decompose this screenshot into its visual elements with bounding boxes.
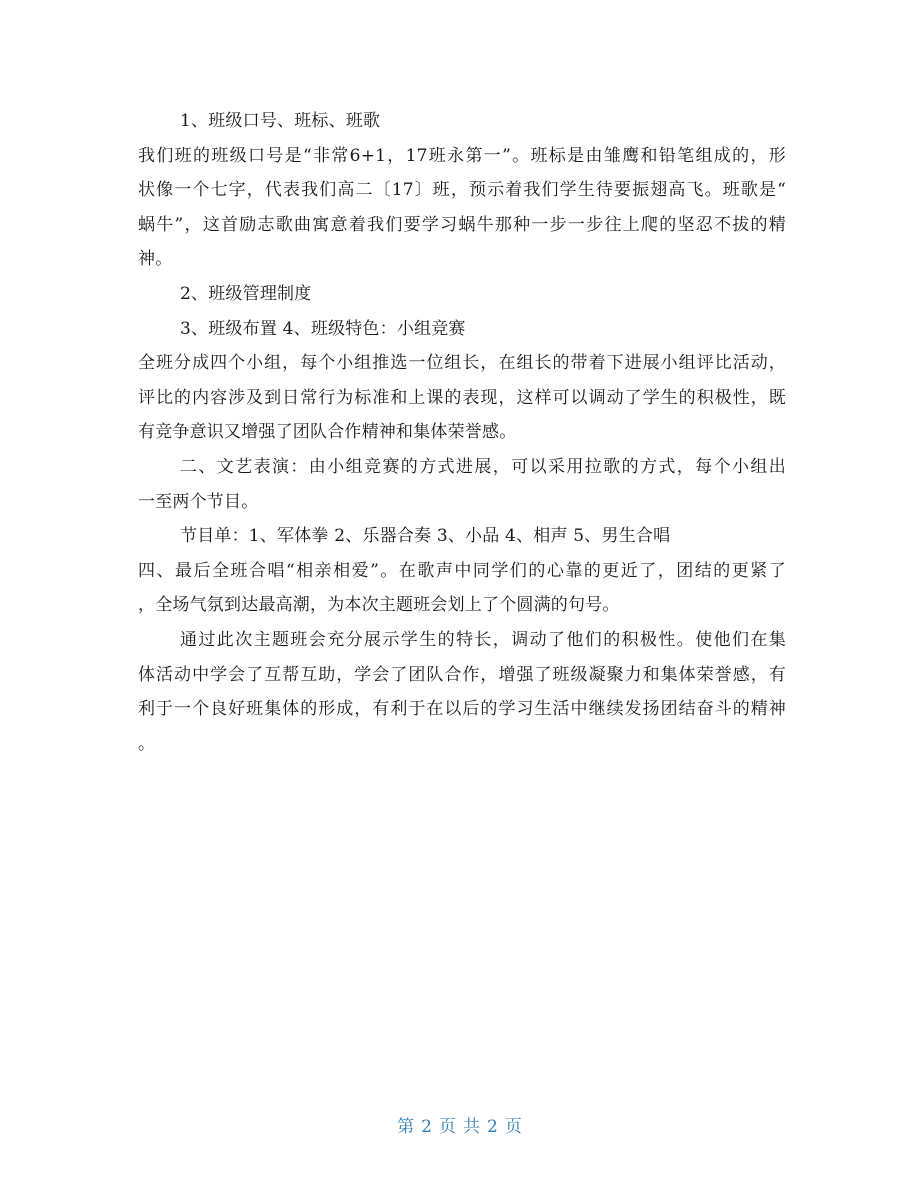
paragraph-line: 评比的内容涉及到日常行为标准和上课的表现，这样可以调动了学生的积极性，既 [138,387,786,408]
paragraph-line: 神。 [138,249,173,270]
paragraph-line: 利于一个良好班集体的形成，有利于在以后的学习生活中继续发扬团结奋斗的精神 [138,699,786,720]
footer-total-word: 共 [463,1117,481,1137]
paragraph-line: 我们班的班级口号是“非常6+1，17班永第一”。班标是由雏鹰和铅笔组成的，形 [138,145,786,166]
paragraph-line: 蜗牛”，这首励志歌曲寓意着我们要学习蜗牛那种一步一步往上爬的坚忍不拔的精 [138,214,786,235]
paragraph-line: 二、文艺表演：由小组竞赛的方式进展，可以采用拉歌的方式，每个小组出 [180,456,786,477]
paragraph-line: 四、最后全班合唱“相亲相爱”。在歌声中同学们的心靠的更近了，团结的更紧了 [138,560,786,581]
paragraph-line: 状像一个七字，代表我们高二〔17〕班，预示着我们学生待要振翅高飞。班歌是“ [138,180,786,201]
paragraph-line: 通过此次主题班会充分展示学生的特长，调动了他们的积极性。使他们在集 [180,629,786,650]
footer-prefix: 第 [397,1117,416,1137]
paragraph-line: 体活动中学会了互帮互助，学会了团队合作，增强了班级凝聚力和集体荣誉感，有 [138,664,786,685]
footer-suffix: 页 [504,1117,523,1137]
heading-class-features: 3、班级布置 4、班级特色：小组竞赛 [180,318,466,339]
program-list: 节目单：1、军体拳 2、乐器合奏 3、小品 4、相声 5、男生合唱 [180,526,671,547]
footer-page-word: 页 [439,1117,457,1137]
paragraph-line: 。 [138,733,156,754]
paragraph-line: 一至两个节目。 [138,491,259,512]
paragraph-line: 有竞争意识又增强了团队合作精神和集体荣誉感。 [138,422,517,443]
document-body [138,104,786,761]
paragraph-line: ，全场气氛到达最高潮，为本次主题班会划上了个圆满的句号。 [138,595,620,616]
heading-class-management: 2、班级管理制度 [180,283,312,304]
heading-class-slogan: 1、班级口号、班标、班歌 [180,111,381,131]
page-footer [0,1112,920,1137]
footer-current-page: 2 [421,1117,433,1137]
footer-total-pages: 2 [487,1117,499,1137]
paragraph-line: 全班分成四个小组，每个小组推选一位组长，在组长的带着下进展小组评比活动， [138,353,786,374]
